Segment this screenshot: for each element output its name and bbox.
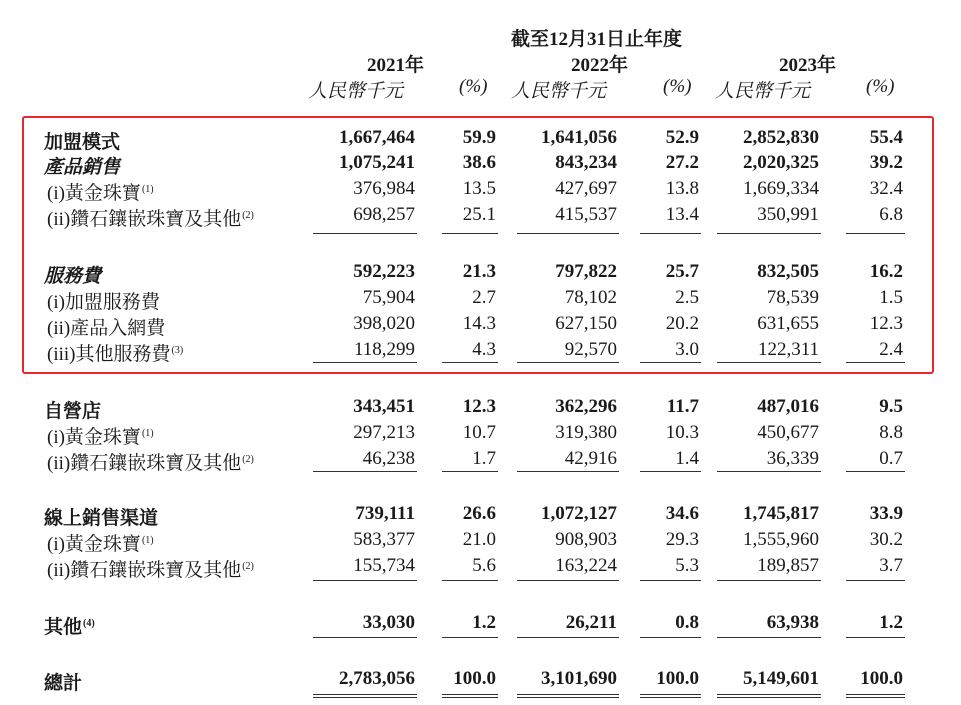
percent-cell: 8.8 [879,422,903,443]
subtotal-underline [313,580,417,581]
amount-cell: 1,667,464 [339,127,415,148]
amount-cell: 350,991 [757,204,819,225]
percent-cell: 29.3 [665,529,699,550]
subtotal-underline [846,637,905,638]
amount-cell: 398,020 [353,313,415,334]
amount-cell: 78,539 [766,287,819,308]
amount-cell: 3,101,690 [541,668,617,689]
amount-cell: 487,016 [757,396,819,417]
total-double-underline [717,694,821,698]
amount-cell: 33,030 [362,612,415,633]
footnote-marker: (1) [141,184,154,195]
percent-cell: 27.2 [665,152,699,173]
pct-2021: (%) [459,76,488,97]
amount-cell: 46,238 [362,448,415,469]
percent-cell: 55.4 [869,127,903,148]
pct-2022: (%) [663,76,692,97]
row-label: 產品銷售 [44,157,121,178]
total-double-underline [442,694,498,698]
percent-cell: 100.0 [656,668,699,689]
amount-cell: 427,697 [555,178,617,199]
percent-cell: 0.8 [675,612,699,633]
percent-cell: 10.3 [665,422,699,443]
row-label: (ii)鑽石鑲嵌珠寶及其他$^{(2)}$ [47,560,254,581]
amount-cell: 118,299 [353,339,415,360]
subtotal-underline [640,471,701,472]
percent-cell: 21.3 [462,261,496,282]
amount-cell: 908,903 [555,529,617,550]
amount-cell: 843,234 [555,152,617,173]
subtotal-underline [442,471,498,472]
percent-cell: 30.2 [869,529,903,550]
amount-cell: 63,938 [766,612,819,633]
amount-cell: 1,072,127 [541,503,617,524]
percent-cell: 100.0 [453,668,496,689]
percent-cell: 5.6 [472,555,496,576]
year-2022: 2022年 [571,55,629,76]
percent-cell: 10.7 [462,422,496,443]
footnote-marker: (1) [141,535,154,546]
total-double-underline [640,694,701,698]
amount-cell: 583,377 [353,529,415,550]
percent-cell: 1.2 [879,612,903,633]
row-label: (i)黃金珠寶$^{(1)}$ [47,534,154,555]
percent-cell: 0.7 [879,448,903,469]
percent-cell: 11.7 [666,396,699,417]
percent-cell: 13.5 [462,178,496,199]
row-label: (i)黃金珠寶$^{(1)}$ [47,183,154,204]
amount-cell: 415,537 [555,204,617,225]
period-title: 截至12月31日止年度 [511,29,683,50]
year-2021: 2021年 [367,55,425,76]
amount-cell: 42,916 [564,448,617,469]
percent-cell: 2.4 [879,339,903,360]
percent-cell: 3.7 [879,555,903,576]
amount-cell: 75,904 [362,287,415,308]
subtotal-underline [640,580,701,581]
amount-cell: 2,020,325 [743,152,819,173]
total-double-underline [517,694,619,698]
amount-cell: 592,223 [353,261,415,282]
percent-cell: 5.3 [675,555,699,576]
year-2023: 2023年 [779,55,837,76]
amount-cell: 1,669,334 [743,178,819,199]
footnote-marker: (2) [242,561,254,572]
percent-cell: 33.9 [869,503,903,524]
amount-cell: 78,102 [564,287,617,308]
amount-cell: 376,984 [353,178,415,199]
percent-cell: 12.3 [869,313,903,334]
subtotal-underline [717,580,821,581]
amount-cell: 627,150 [555,313,617,334]
footnote-marker: (2) [242,210,254,221]
percent-cell: 6.8 [879,204,903,225]
amount-cell: 2,783,056 [339,668,415,689]
percent-cell: 1.7 [472,448,496,469]
row-label: (i)黃金珠寶$^{(1)}$ [47,427,154,448]
percent-cell: 3.0 [675,339,699,360]
subtotal-underline [640,637,701,638]
percent-cell: 38.6 [462,152,496,173]
amount-cell: 1,075,241 [339,152,415,173]
percent-cell: 21.0 [462,529,496,550]
subtotal-underline [442,580,498,581]
subtotal-underline [517,471,619,472]
footnote-marker: (1) [141,428,154,439]
subtotal-underline [442,637,498,638]
subtotal-underline [313,637,417,638]
percent-cell: 25.7 [665,261,699,282]
row-label: (iii)其他服務費$^{(3)}$ [47,344,184,365]
amount-cell: 362,296 [555,396,617,417]
unit-2022: 人民幣千元 [511,81,607,102]
percent-cell: 59.9 [462,127,496,148]
amount-cell: 155,734 [353,555,415,576]
percent-cell: 1.2 [472,612,496,633]
percent-cell: 100.0 [860,668,903,689]
amount-cell: 631,655 [757,313,819,334]
amount-cell: 26,211 [565,612,617,633]
percent-cell: 1.4 [675,448,699,469]
unit-2021: 人民幣千元 [308,81,404,102]
percent-cell: 14.3 [462,313,496,334]
percent-cell: 4.3 [472,339,496,360]
footnote-marker: (4) [83,618,95,629]
row-label: (ii)鑽石鑲嵌珠寶及其他$^{(2)}$ [47,209,254,230]
amount-cell: 343,451 [353,396,415,417]
percent-cell: 25.1 [462,204,496,225]
percent-cell: 39.2 [869,152,903,173]
unit-2023: 人民幣千元 [715,81,811,102]
amount-cell: 797,822 [555,261,617,282]
percent-cell: 13.8 [665,178,699,199]
row-label: 自營店 [44,401,102,422]
amount-cell: 36,339 [766,448,819,469]
subtotal-underline [846,580,905,581]
subtotal-underline [517,580,619,581]
amount-cell: 5,149,601 [743,668,819,689]
amount-cell: 297,213 [353,422,415,443]
amount-cell: 1,555,960 [743,529,819,550]
percent-cell: 16.2 [869,261,903,282]
row-label: 線上銷售渠道 [44,508,159,529]
percent-cell: 52.9 [665,127,699,148]
amount-cell: 698,257 [353,204,415,225]
percent-cell: 13.4 [665,204,699,225]
percent-cell: 2.5 [675,287,699,308]
percent-cell: 2.7 [472,287,496,308]
amount-cell: 122,311 [757,339,819,360]
row-label: (ii)產品入網費 [47,318,166,339]
amount-cell: 832,505 [757,261,819,282]
row-label: 服務費 [44,266,102,287]
total-double-underline [313,694,417,698]
footnote-marker: (3) [171,345,184,356]
percent-cell: 12.3 [462,396,496,417]
amount-cell: 163,224 [555,555,617,576]
amount-cell: 92,570 [564,339,617,360]
percent-cell: 9.5 [879,396,903,417]
highlight-box [22,116,934,374]
amount-cell: 2,852,830 [743,127,819,148]
total-double-underline [846,694,905,698]
percent-cell: 34.6 [665,503,699,524]
percent-cell: 32.4 [869,178,903,199]
percent-cell: 1.5 [879,287,903,308]
pct-2023: (%) [866,76,895,97]
subtotal-underline [846,471,905,472]
row-label: (i)加盟服務費 [47,292,160,313]
row-label: 總計 [44,673,83,694]
amount-cell: 319,380 [555,422,617,443]
percent-cell: 20.2 [665,313,699,334]
amount-cell: 739,111 [355,503,415,524]
row-label: 其他$^{(4)}$ [44,617,95,638]
row-label: (ii)鑽石鑲嵌珠寶及其他$^{(2)}$ [47,453,254,474]
amount-cell: 1,745,817 [743,503,819,524]
percent-cell: 26.6 [462,503,496,524]
subtotal-underline [517,637,619,638]
amount-cell: 450,677 [757,422,819,443]
subtotal-underline [717,471,821,472]
subtotal-underline [313,471,417,472]
row-label: 加盟模式 [44,132,121,153]
subtotal-underline [717,637,821,638]
amount-cell: 189,857 [757,555,819,576]
footnote-marker: (2) [242,454,254,465]
amount-cell: 1,641,056 [541,127,617,148]
